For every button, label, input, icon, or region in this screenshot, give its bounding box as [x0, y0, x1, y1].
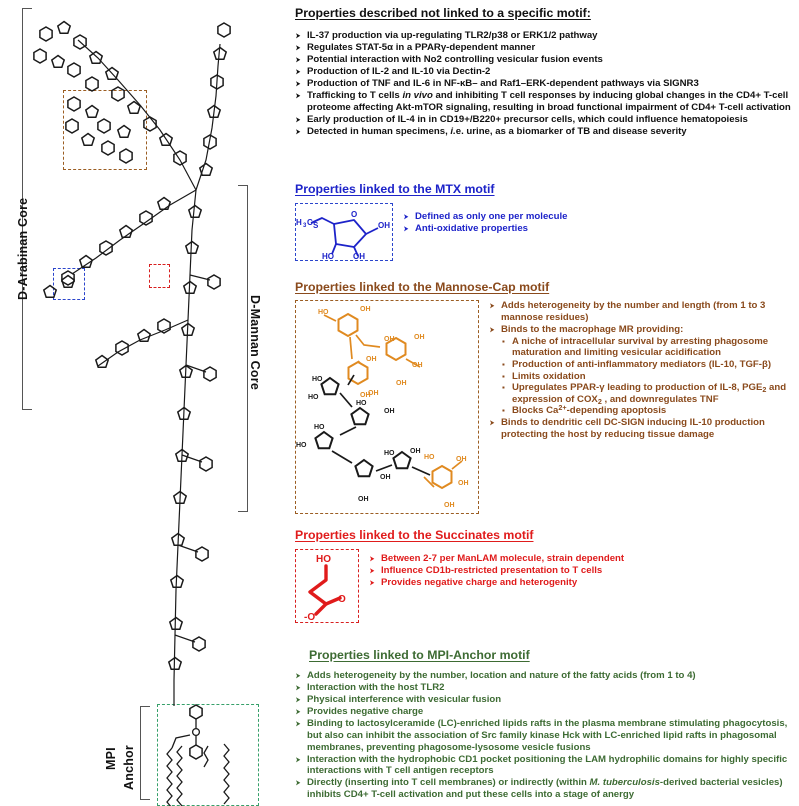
mannose-cap-heading: Properties linked to the Mannose-Cap motif: [295, 280, 550, 294]
list-item: ➤ Interaction with the host TLR2: [295, 682, 799, 694]
list-item: ▪ Upregulates PPAR-γ leading to production of IL-8, $PGE_2$ and expression of $COX_2$ , and downregulates TNF: [501, 382, 799, 405]
succinate-molecule-drawing: [296, 550, 358, 622]
svg-text:O: O: [338, 594, 346, 605]
svg-text:OH: OH: [360, 306, 371, 313]
list-item: ➤ Influence CD1b-restricted presentation to T cells: [369, 565, 799, 577]
svg-text:3: 3: [303, 223, 307, 229]
list-item: ➤ Directly (inserting into T cell membranes) or indirectly (within M. tuberculosis-derived bacterial vesicles) inhibits CD4+ T-cell activation and put these cells into a stage of anergy: [295, 777, 799, 800]
svg-text:OH: OH: [414, 334, 425, 341]
general-heading: Properties described not linked to a specific motif:: [295, 6, 591, 20]
list-item: ▪ Production of anti-inflammatory mediators (IL-10, TGF-β): [501, 359, 799, 371]
list-item: ➤ Provides negative charge: [295, 706, 799, 718]
svg-text:OH: OH: [384, 408, 395, 415]
svg-text:HO: HO: [356, 400, 367, 407]
svg-text:-O: -O: [304, 612, 316, 622]
mtx-structure-box: [295, 203, 393, 261]
mpi-anchor-label-line1: MPI: [104, 747, 118, 770]
svg-text:HO: HO: [308, 394, 319, 401]
mpi-anchor-heading: Properties linked to MPI-Anchor motif: [309, 648, 530, 662]
list-item: ➤ Defined as only one per molecule: [403, 211, 799, 223]
svg-text:OH: OH: [360, 392, 371, 399]
svg-text:HO: HO: [318, 309, 329, 316]
list-item: ➤ IL-37 production via up-regulating TLR2/p38 or ERK1/2 pathway: [295, 30, 799, 42]
svg-text:HO: HO: [384, 450, 395, 457]
mpi-anchor-label-line2: Anchor: [122, 745, 136, 790]
section-mtx: [295, 182, 799, 261]
mannose-cap-bullet-list-cont: [489, 417, 799, 440]
list-item: ➤ Between 2-7 per ManLAM molecule, strain dependent: [369, 553, 799, 565]
list-item: ➤ Adds heterogeneity by the number and length (from 1 to 3 mannose residues): [489, 300, 799, 323]
list-item: ➤ Provides negative charge and heterogenity: [369, 577, 799, 589]
mpi-anchor-bullet-list: [295, 670, 799, 801]
mannan-core-label: D-Mannan Core: [248, 295, 262, 390]
list-item: ➤ Binds to dendritic cell DC-SIGN inducing IL-10 production protecting the host by reducing tissue damage: [489, 417, 799, 440]
svg-text:S: S: [313, 221, 319, 230]
svg-text:OH: OH: [396, 380, 407, 387]
mannose-cap-sub-bullet-list: [501, 336, 799, 417]
list-item: ➤ Adds heterogeneity by the number, location and nature of the fatty acids (from 1 to 4): [295, 670, 799, 682]
svg-text:OH: OH: [378, 221, 390, 230]
list-item: ➤ Production of IL-2 and IL-10 via Dectin-2: [295, 66, 799, 78]
list-item: ➤ Potential interaction with No2 controlling vesicular fusion events: [295, 54, 799, 66]
list-item: ➤ Production of TNF and IL-6 in NF-κB– and Raf1–ERK-dependent pathways via SIGNR3: [295, 78, 799, 90]
svg-text:HO: HO: [424, 454, 435, 461]
svg-text:OH: OH: [444, 502, 455, 509]
mtx-heading: Properties linked to the MTX motif: [295, 182, 495, 196]
list-item: ➤ Trafficking to T cells in vivo and inhibiting T cell responses by inducing global changes in the CD4+ T-cell proteome affecting Akt-mTOR signaling, resulting in broad functional impairment of CD4+ T-cell activation: [295, 90, 799, 113]
list-item: ▪ Limits oxidation: [501, 371, 799, 383]
general-bullet-list: [295, 30, 799, 138]
list-item: ➤ Binds to the macrophage MR providing:: [489, 324, 799, 336]
svg-text:C: C: [307, 218, 313, 227]
mtx-molecule-drawing: [296, 204, 392, 260]
list-item: ➤ Anti-oxidative properties: [403, 223, 799, 235]
succinates-bullet-list: [369, 549, 799, 589]
svg-text:H: H: [296, 218, 302, 227]
svg-text:OH: OH: [380, 474, 391, 481]
svg-text:O: O: [351, 210, 358, 219]
list-item: ➤ Detected in human specimens, i.e. urine, as a biomarker of TB and disease severity: [295, 126, 799, 138]
svg-text:OH: OH: [366, 356, 377, 363]
svg-text:OH: OH: [458, 480, 469, 487]
manlam-structure-panel: [0, 0, 292, 806]
succinates-heading: Properties linked to the Succinates motif: [295, 528, 534, 542]
section-mannose-cap: [295, 280, 799, 514]
svg-text:OH: OH: [384, 336, 395, 343]
list-item: ➤ Regulates STAT-5α in a PPARγ-dependent manner: [295, 42, 799, 54]
mannose-cap-bullet-list: [489, 300, 799, 335]
annotation-sections: [295, 0, 799, 806]
svg-text:OH: OH: [456, 456, 467, 463]
list-item: ➤ Interaction with the hydrophobic CD1 pocket positioning the LAM hydrophilic domains for highly specific interactions with T cell antigen receptors: [295, 754, 799, 777]
list-item: ▪ A niche of intracellular survival by arresting phagosome maturation and limiting vesicular acidification: [501, 336, 799, 359]
list-item: ➤ Physical interference with vesicular fusion: [295, 694, 799, 706]
svg-text:OH: OH: [358, 496, 369, 503]
manlam-molecular-drawing: [0, 0, 292, 806]
svg-text:OH: OH: [410, 448, 421, 455]
list-item: ▪ Blocks $Ca^{2+}$-depending apoptosis: [501, 405, 799, 417]
svg-text:OH: OH: [353, 252, 365, 260]
succinate-structure-box: [295, 549, 359, 623]
section-mpi-anchor: [295, 648, 799, 801]
mannose-cap-structure-box: [295, 300, 479, 514]
svg-text:OH: OH: [412, 362, 423, 369]
svg-text:HO: HO: [316, 554, 331, 565]
svg-text:HO: HO: [322, 252, 334, 260]
arabinan-core-label: D-Arabinan Core: [16, 197, 30, 300]
section-succinates: [295, 528, 799, 623]
svg-text:HO: HO: [314, 424, 325, 431]
mannose-cap-molecule-drawing: [296, 301, 478, 513]
svg-text:HO: HO: [312, 376, 323, 383]
mtx-bullet-list: [403, 203, 799, 235]
svg-text:HO: HO: [296, 442, 307, 449]
list-item: ➤ Early production of IL-4 in in CD19+/B220+ precursor cells, which could influence hematopoiesis: [295, 114, 799, 126]
list-item: ➤ Binding to lactosylceramide (LC)-enriched lipids rafts in the plasma membrane stimulating phagocytosis, but also can inhibit the association of Src family kinase Hck with LC-enriched lipid rafts in phagosomal membranes, preventing phagosome-lysosome vesicle fusions: [295, 718, 799, 753]
svg-text:OH: OH: [368, 390, 379, 397]
section-general: [295, 6, 799, 138]
